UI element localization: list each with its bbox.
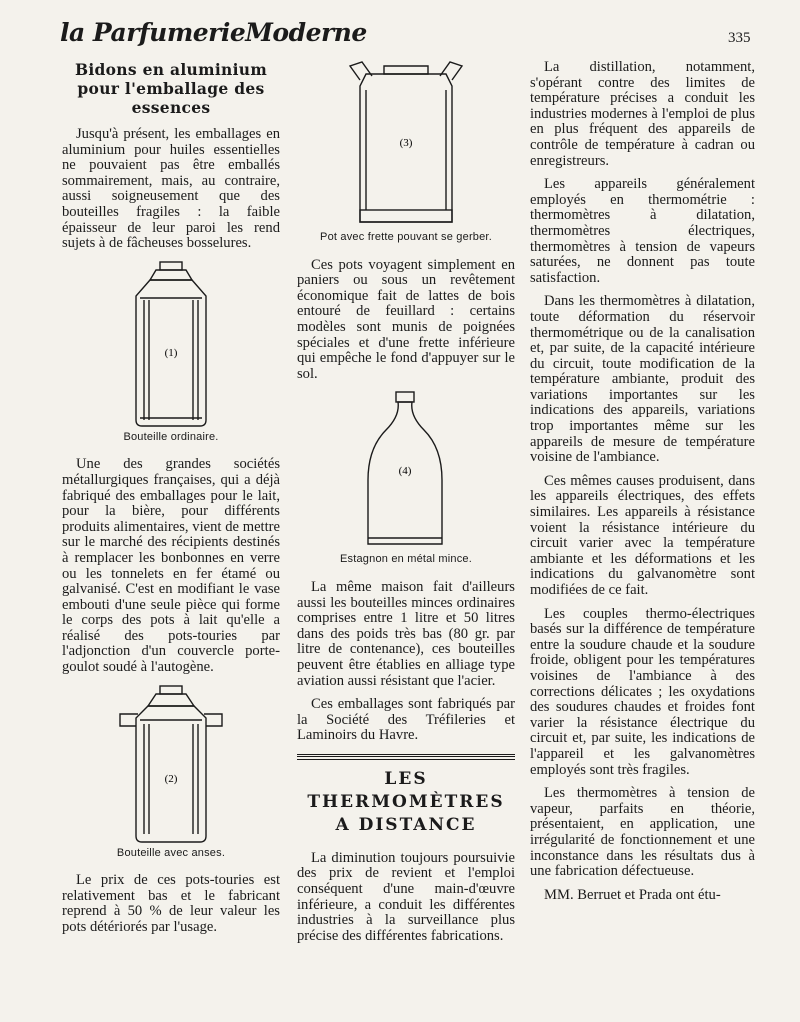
paragraph: Les appareils généralement employés en thermométrie : thermomètres à dilatation, thermomètres électriques, thermomètres à tension de vapeurs saturées, ne donnent pas toute satisfaction. [530,176,755,286]
paragraph: Une des grandes sociétés métallurgiques françaises, qui a déjà fabriqué des emballages pour le lait, pour la bière, pour différents produits alimentaires, vient de mettre sur le marché des récipients destinés à remplacer les bonbonnes en verre ou les tonnelets en fer étamé ou galvanisé. C'est en modifiant le vase embouti d'une seule pièce qui forme le corps des pots à lait qu'elle a réalisé des pots-touries par l'adjonction d'un couvercle porte-goulot soudé à l'autogène. [62,456,280,676]
page-number: 335 [728,30,751,46]
figure-2-caption: Bouteille avec anses. [116,846,226,859]
paragraph: La diminution toujours poursuivie des prix de revient et l'emploi conséquent d'une main-d'œuvre inférieure, a conduit les différentes industries à la surveillance plus précise des différentes fabrications. [297,849,515,944]
section-title [297,768,515,837]
paragraph: Jusqu'à présent, les emballages en aluminium pour huiles essentielles ne pouvaient pas être emballés sommairement, mais, au contraire, aussi soigneusement que des bouteilles fragiles : la faible épaisseur de leur paroi les rend sujets à de fâcheuses bosselures. [62,126,280,252]
section-divider [297,754,515,760]
section-title-line: THERMOMÈTRES [307,791,505,812]
paragraph: Dans les thermomètres à dilatation, toute déformation du réservoir thermométrique ou de la canalisation et, par suite, de la capacité intérieure du circuit, toute modification de la température ambiante, produit des variations importantes sur les indications des appareils, variations trop importantes même sur les appareils de mesure de température voisine de l'ambiance. [530,293,755,466]
paragraph: Ces pots voyagent simplement en paniers ou sous un revêtement économique fait de lattes de bois entouré de feuillard : certains modèles sont munis de poignées spéciales et d'une frette inférieure qui empêche le fond d'appuyer sur le sol. [297,256,515,382]
figure-3-label: (3) [399,137,413,149]
paragraph: La distillation, notamment, s'opérant contre des limites de température précises a conduit les industries modernes à l'emploi de plus en plus fréquent des appareils de contrôle de température à cadran ou enregistreurs. [530,59,755,169]
column-2 [297,60,515,952]
section-title-line: LES [384,768,428,789]
paragraph: Ces emballages sont fabriqués par la Société des Tréfileries et Laminoirs du Havre. [297,696,515,744]
paragraph: La même maison fait d'ailleurs aussi les bouteilles minces ordinaires comprises entre 1 litre et 50 litres dans des poids très bas (80 gr. par litre de contenance), ces bouteilles peuvent être établies en alliage type aviation aussi résistant que l'acier. [297,578,515,689]
paragraph: MM. Berruet et Prada ont étu- [544,886,721,903]
section-title-line: A DISTANCE [335,814,477,835]
paragraph: Ces mêmes causes produisent, dans les appareils électriques, des effets similaires. Les appareils à résistance voient la résistance intérieure du circuit varier avec la température ambiante et les déformations et les indications du galvanomètre sont modifiées de ce fait. [530,472,755,598]
bottle-illustration-2 [116,684,226,844]
masthead: la ParfumerieModerne [60,18,367,47]
article-headline: Bidons en aluminium pour l'emballage des essences [74,60,268,117]
figure-4-caption: Estagnon en métal mince. [340,553,472,566]
figure-4-label: (4) [398,465,412,478]
column-3 [530,60,755,911]
paragraph: Les couples thermo-électriques basés sur la différence de température entre la soudure chaude et la soudure froide, obligent pour les températures voisines de l'ambiance à des corrections délicates ; les oxydations des soudures chaudes et froides font varier la résistance électrique du circuit et, par suite, les indications de l'appareil et les galvanomètres employés sont très fragiles. [530,605,755,778]
figure-1-caption: Bouteille ordinaire. [123,430,219,443]
bottle-illustration-1 [126,260,216,428]
paragraph: Le prix de ces pots-touries est relativement bas et le fabricant reprend à 50 % de leur valeur les pots détériorés par l'usage. [62,872,280,936]
column-1 [62,60,280,944]
figure-2-label: (2) [164,772,178,785]
pot-illustration-3 [346,60,466,228]
paragraph: Les thermomètres à tension de vapeur, parfaits en théorie, présentaient, en application, une irrégularité de fonctionnement et une inconstance dans les résultats dus à une fabrication défectueuse. [530,785,755,880]
figure-3-caption: Pot avec frette pouvant se gerber. [320,231,492,243]
figure-1-label: (1) [164,346,178,359]
estagnon-illustration-4 [356,390,456,550]
